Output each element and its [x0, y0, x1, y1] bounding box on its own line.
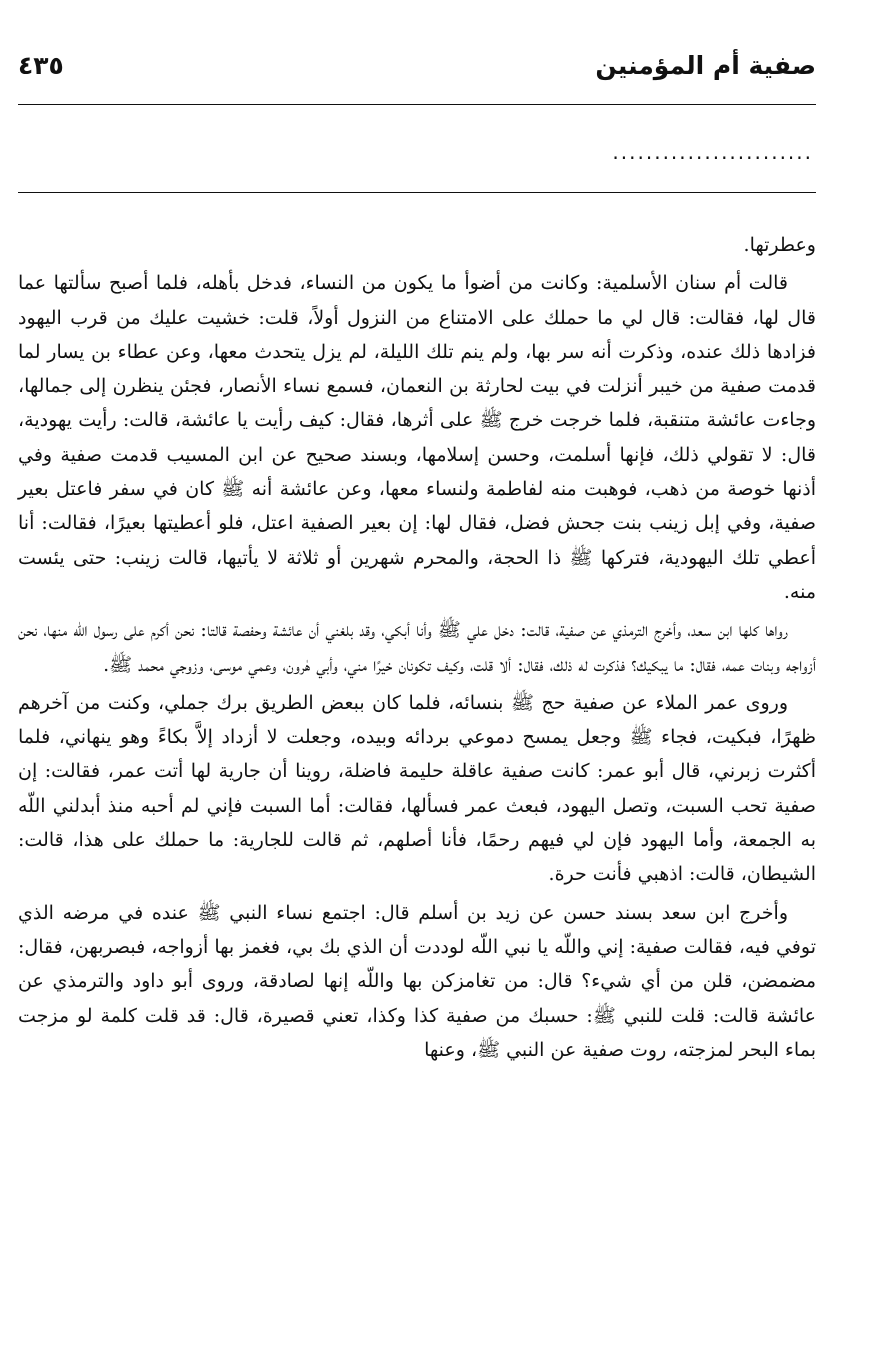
- paragraph: وأخرج ابن سعد بسند حسن عن زيد بن أسلم قال: اجتمع نساء النبي ﷺ عنده في مرضه الذي توفي فيه، فقالت صفية: إني واللّه يا نبي اللّه لوددت أن الذي بك بي، فغمز بها أزواجه، فبصربهن، فقال: مضمضن، قلن من أي شيء؟ قال: من تغامزكن بها واللّه إنها لصادقة، وروى أبو داود والترمذي عن عائشة قالت: قلت للنبي ﷺ: حسبك من صفية كذا وكذا، تعني قصيرة، قال: قد قلت كلمة لو مزجت بماء البحر لمزجته، روت صفية عن النبي ﷺ، وعنها: [18, 901, 816, 1061]
- header-rule: [18, 104, 816, 105]
- paragraph: وروى عمر الملاء عن صفية حج ﷺ بنسائه، فلما كان ببعض الطريق برك جملي، وكنت من آخرهم ظهرًا، فبكيت، فجاء ﷺ وجعل يمسح دموعي بردائه وبيده، وجعلت لا أزداد إلاَّ بكاءً وهو ينهاني، فلما أكثرت زبرني، قال أبو عمر: كانت صفية عاقلة حليمة فاضلة، روينا أن جارية لها أتت عمر، فقالت: إن صفية تحب السبت، وتصل اليهود، فبعث عمر فسألها، فقالت: أما السبت فإني لم أحبه منذ أبدلني اللّه به الجمعة، وأما اليهود فإن لي فيهم رحمًا، فأنا أصلهم، ثم قالت للجارية: ما حملك على هذا، قالت: الشيطان، قالت: اذهبي فأنت حرة.: [18, 691, 816, 886]
- running-title: صفية أم المؤمنين: [595, 51, 816, 80]
- omission-dots: ........................: [612, 140, 813, 164]
- paragraph: قالت أم سنان الأسلمية: وكانت من أضوأ ما يكون من النساء، فدخل بأهله، فلما أصبح سألتها عما قال لها، فقالت: قال لي ما حملك على الامتناع من النزول أولاً، قلت: خشيت عليك من قرب اليهود فزادها ذلك عنده، وذكرت أنه سر بها، ولم ينم تلك الليلة، لم يزل يتحدث معها، وعن عطاء بن يسار لما قدمت صفية من خيبر أنزلت في بيت لحارثة بن النعمان، فسمع نساء الأنصار، فجئن ينظرن إلى جمالها، وجاءت عائشة متنقبة، فلما خرجت خرج ﷺ على أثرها، فقال: كيف رأيت يا عائشة، قالت: رأيت يهودية، قال: لا تقولي ذلك، فإنها أسلمت، وحسن إسلامها، وبسند صحيح عن ابن المسيب قدمت صفية وفي أذنها خوصة من ذهب، فوهبت منه لفاطمة ولنساء معها، وعن عائشة أنه ﷺ كان في سفر فاعتل بعير صفية، وفي إبل زينب بنت جحش فضل، فقال لها: إن بعير الصفية اعتل، فلو أعطيتها بعيرًا، فقالت: أنا أعطي تلك اليهودية، فتركها ﷺ ذا الحجة، والمحرم شهرين أو ثلاثة لا يأتيها، قالت زينب: حتى يئست منه.: [18, 272, 816, 603]
- page-number: ٤٣٥: [18, 51, 64, 80]
- section-rule: [18, 192, 816, 193]
- paragraph: وعطرتها.: [743, 234, 816, 256]
- body-text: [18, 228, 816, 1071]
- paragraph: رواها كلها ابن سعد، وأخرج الترمذي عن صفية، قالت: دخل علي ﷺ وأنا أبكي، وقد بلغني أن عائشة وحفصة قالتا: نحن أكرم على رسول اللّه منها، نحن أزواجه وبنات عمه، فقال: ما يبكيك؟ فذكرت له ذلك، فقال: ألا قلت، وكيف تكونان خيرًا مني، وأبي هٰرون، وعمي موسى، وزوجي محمد ﷺ.: [18, 619, 816, 676]
- page-header: [18, 46, 816, 86]
